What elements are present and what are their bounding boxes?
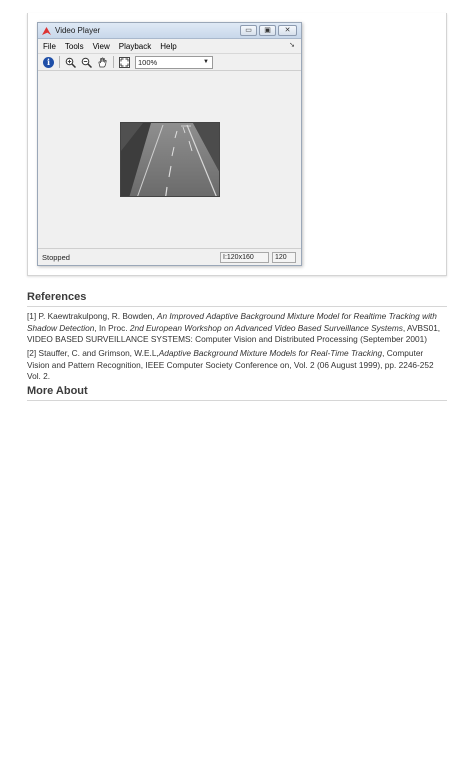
menu-playback[interactable]: Playback [118, 41, 152, 51]
references-heading: References [27, 291, 447, 307]
reference-item [27, 311, 447, 346]
toolbar-separator [59, 56, 60, 68]
zoom-value: 100% [138, 57, 158, 67]
video-frame [120, 122, 220, 197]
fit-to-window-button[interactable] [118, 56, 131, 69]
reference-title: Adaptive Background Mixture Models for Real-Time Tracking [158, 348, 383, 358]
reference-item [27, 348, 447, 383]
highway-frame-image [121, 123, 220, 197]
reference-text: , Computer Vision and Pattern Recognition, IEEE Computer Society Conference on, Vol. 2 (06 August 1999), pp. 2246-252 Vol. 2. [27, 348, 434, 382]
pan-button[interactable] [96, 56, 109, 69]
frame-size-field: I:120x160 [220, 252, 269, 263]
matlab-icon [42, 26, 51, 35]
window-controls [240, 25, 297, 36]
reference-text: , AVBS01, VIDEO BASED SURVEILLANCE SYSTEMS: Computer Vision and Distributed Processing (September 2001) [27, 322, 441, 345]
title-bar [38, 23, 301, 39]
zoom-dropdown[interactable] [135, 56, 213, 69]
frame-number-field: 120 [272, 252, 296, 263]
toolbar-separator [113, 56, 114, 68]
menu-tools[interactable]: Tools [64, 41, 84, 51]
window-title: Video Player [55, 26, 101, 35]
more-about-heading: More About [27, 385, 447, 401]
arrow-icon[interactable]: ➘ [289, 42, 295, 49]
menu-bar [38, 39, 301, 53]
maximize-button[interactable]: ▣ [259, 25, 276, 36]
menu-view[interactable]: View [92, 41, 110, 51]
info-icon: i [43, 57, 54, 68]
info-button[interactable] [42, 56, 55, 69]
chevron-down-icon: ▼ [203, 58, 209, 65]
status-bar [38, 248, 301, 265]
close-button[interactable]: ✕ [278, 25, 297, 36]
zoom-out-icon [81, 57, 92, 68]
menu-file[interactable]: File [43, 41, 56, 51]
status-text: Stopped [42, 253, 70, 262]
video-player-window [37, 22, 302, 266]
reference-title: An Improved Adaptive Background Mixture Model for Realtime Tracking with Shadow Detection [27, 311, 437, 333]
reference-prefix: [2] Stauffer, C. and Grimson, W.E.L, [27, 348, 159, 358]
fit-to-window-icon [119, 57, 130, 68]
zoom-out-button[interactable] [80, 56, 93, 69]
menu-help[interactable]: Help [160, 41, 177, 51]
zoom-in-icon [65, 57, 76, 68]
reference-text: , In Proc. [94, 322, 130, 333]
minimize-button[interactable]: ▭ [240, 25, 257, 36]
reference-venue: 2nd European Workshop on Advanced Video Based Surveillance Systems [129, 322, 403, 333]
video-display-area [38, 73, 301, 248]
reference-prefix: [1] P. Kaewtrakulpong, R. Bowden, [27, 311, 157, 321]
toolbar [38, 53, 301, 71]
hand-icon [97, 57, 108, 68]
zoom-in-button[interactable] [64, 56, 77, 69]
